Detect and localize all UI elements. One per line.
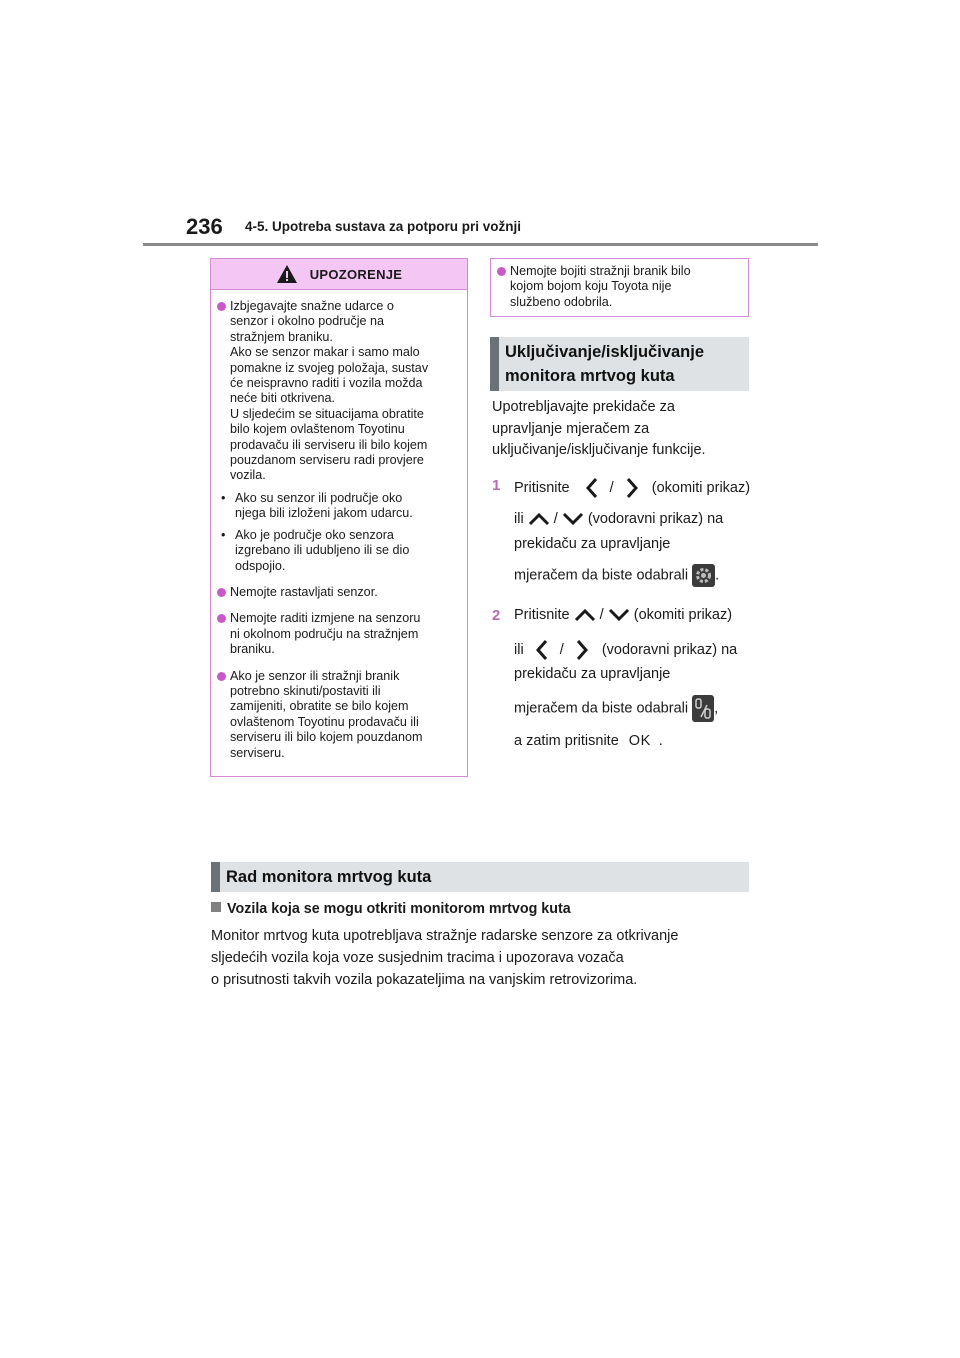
- text-line: Ako je područje oko senzora: [235, 527, 394, 542]
- text-line: ni okolnom području na stražnjem: [230, 626, 419, 641]
- intro-paragraph: [492, 397, 752, 462]
- text-run: /: [599, 607, 604, 623]
- subsection-title: [211, 901, 571, 917]
- text-line: U sljedećim se situacijama obratite: [230, 406, 424, 421]
- text-run: .: [658, 733, 663, 749]
- section-heading-operation: Rad monitora mrtvog kuta: [211, 862, 749, 892]
- chevron-up-icon: [528, 511, 550, 527]
- warning-title: UPOZORENJE: [309, 266, 403, 282]
- chevron-down-icon: [608, 607, 630, 623]
- text-line: senzor i okolno područje na: [230, 314, 385, 329]
- bullet-icon: [217, 302, 226, 311]
- text-line: Monitor mrtvog kuta upotrebljava stražnje radarske senzore za otkrivanje: [211, 928, 679, 944]
- text-run: (okomiti prikaz): [651, 479, 751, 496]
- warning-sub-item: [217, 528, 457, 574]
- step-line: [514, 564, 719, 587]
- chevron-right-icon: [618, 477, 644, 499]
- warning-item: [217, 299, 457, 574]
- text-line: izgrebano ili udubljeno ili se dio: [235, 543, 410, 558]
- text-line: pomakne iz svojeg položaja, sustav: [230, 360, 429, 375]
- text-run: /: [559, 641, 564, 658]
- warning-box: [210, 258, 468, 777]
- text-run: Pritisnite: [514, 479, 570, 496]
- text-line: pouzdanom serviseru radi provjere: [230, 453, 424, 468]
- text-run: Pritisnite: [514, 607, 570, 623]
- step-line: [514, 607, 732, 623]
- text-line: o prisutnosti takvih vozila pokazateljima na vanjskim retrovizorima.: [211, 972, 638, 988]
- step-line: prekidaču za upravljanje: [514, 666, 671, 682]
- sub-bullet-icon: •: [221, 527, 226, 542]
- text-line: sljedećih vozila koja voze susjednim tracima i upozorava vozača: [211, 950, 624, 966]
- heading-line: monitora mrtvog kuta: [505, 367, 675, 385]
- text-line: potrebno skinuti/postaviti ili: [230, 683, 381, 698]
- text-run: a zatim pritisnite: [514, 733, 619, 749]
- text-line: Nemojte raditi izmjene na senzoru: [230, 611, 421, 626]
- text-line: Ako su senzor ili područje oko: [235, 490, 403, 505]
- text-run: ili: [514, 641, 524, 658]
- text-run: /: [553, 511, 558, 527]
- step-line: [514, 511, 723, 527]
- text-line: Nemojte rastavljati senzor.: [230, 584, 378, 599]
- text-run: (okomiti prikaz): [633, 607, 733, 623]
- text-line: će neispravno raditi i vozila možda: [230, 376, 423, 391]
- body-paragraph: [211, 925, 756, 991]
- blind-spot-monitor-icon: [692, 695, 714, 722]
- text-line: odspojio.: [235, 558, 286, 573]
- header-rule: [143, 243, 818, 246]
- text-run: /: [609, 479, 614, 496]
- text-run: mjeračem da biste odabrali: [514, 567, 689, 584]
- text-line: serviseru ili bilo kojem pouzdanom: [230, 730, 423, 745]
- text-run: ,: [714, 700, 719, 717]
- chevron-left-icon: [530, 639, 556, 661]
- text-line: bilo kojem ovlaštenom Toyotinu: [230, 422, 405, 437]
- text-run: mjeračem da biste odabrali: [514, 700, 689, 717]
- text-line: službeno odobrila.: [510, 294, 613, 309]
- ok-button-icon: OK: [628, 733, 651, 749]
- warning-sub-item: [217, 491, 457, 522]
- text-line: ovlaštenom Toyotinu prodavaču ili: [230, 714, 419, 729]
- text-run: Vozila koja se mogu otkriti monitorom mrtvog kuta: [227, 901, 571, 917]
- text-run: (vodoravni prikaz) na: [587, 511, 724, 527]
- bullet-icon: [217, 672, 226, 681]
- text-line: kojom bojom koju Toyota nije: [510, 279, 672, 294]
- text-line: Ako se senzor makar i samo malo: [230, 345, 420, 360]
- text-line: stražnjem braniku.: [230, 329, 333, 344]
- text-line: braniku.: [230, 642, 275, 657]
- text-run: (vodoravni prikaz) na: [601, 641, 738, 658]
- step-line: [514, 733, 663, 749]
- bullet-icon: [217, 588, 226, 597]
- warning-item: [217, 611, 457, 657]
- bullet-icon: [497, 267, 506, 276]
- text-line: serviseru.: [230, 745, 285, 760]
- step-line: [514, 639, 737, 661]
- gear-icon: [692, 564, 715, 587]
- text-line: zamijeniti, obratite se bilo kojem: [230, 699, 409, 714]
- text-line: Ako je senzor ili stražnji branik: [230, 668, 400, 683]
- chevron-up-icon: [574, 607, 596, 623]
- step-line: prekidaču za upravljanje: [514, 536, 671, 552]
- warning-item: [217, 585, 457, 600]
- square-bullet-icon: [211, 902, 221, 912]
- text-line: vozila.: [230, 468, 266, 483]
- text-line: Izbjegavajte snažne udarce o: [230, 299, 394, 313]
- sub-bullet-icon: •: [221, 490, 226, 505]
- step-2: [492, 606, 762, 756]
- section-heading-toggle: [490, 337, 749, 391]
- text-line: prodavaču ili serviseru ili bilo kojem: [230, 437, 428, 452]
- text-line: uključivanje/isključivanje funkcije.: [492, 442, 706, 458]
- step-number: 2: [492, 607, 501, 624]
- heading-line: Uključivanje/isključivanje: [505, 343, 705, 361]
- text-run: .: [715, 567, 720, 584]
- text-line: neće biti otkrivena.: [230, 391, 336, 406]
- chevron-down-icon: [562, 511, 584, 527]
- chevron-left-icon: [580, 477, 606, 499]
- bullet-icon: [217, 614, 226, 623]
- warning-header: [211, 259, 467, 290]
- text-line: Upotrebljavajte prekidače za: [492, 399, 675, 415]
- step-number: 1: [492, 477, 501, 494]
- step-1: [492, 476, 762, 596]
- note-item: [497, 264, 740, 310]
- text-line: Nemojte bojiti stražnji branik bilo: [510, 264, 691, 278]
- step-line: [514, 695, 718, 722]
- text-run: ili: [514, 511, 524, 527]
- page-number: 236: [186, 214, 223, 239]
- warning-item: [217, 669, 457, 761]
- note-box: [490, 258, 749, 317]
- step-line: [514, 477, 750, 499]
- warning-triangle-icon: [276, 264, 298, 284]
- chapter-title: 4-5. Upotreba sustava za potporu pri vožnji: [245, 219, 522, 234]
- chevron-right-icon: [568, 639, 594, 661]
- text-line: upravljanje mjeračem za: [492, 420, 650, 437]
- text-line: njega bili izloženi jakom udarcu.: [235, 506, 413, 521]
